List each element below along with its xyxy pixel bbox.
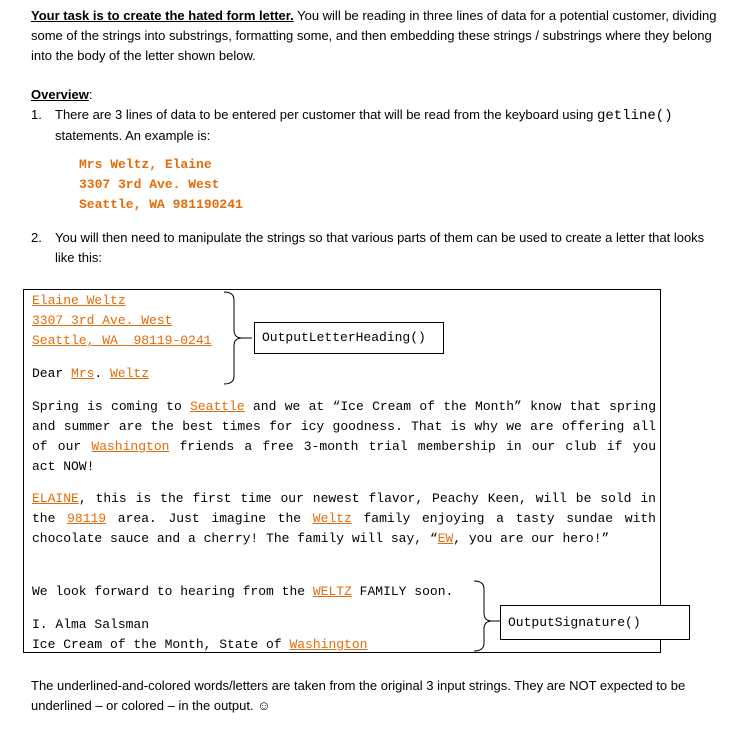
p1-text: friends a free 3-month trial membership in our club if you act NOW! <box>32 439 657 474</box>
getline-code: getline() <box>596 108 673 124</box>
p1-state: Washington <box>91 439 170 454</box>
footer-note: The underlined-and-colored words/letters are taken from the original 3 input strings. They are NOT expected to be underlined – or colored – in the output. ☺ <box>31 678 686 713</box>
item1-text-a: There are 3 lines of data to be entered per customer that will be read from the keyboard using <box>55 107 597 122</box>
salutation-last: Weltz <box>110 366 150 381</box>
p1-text: and we at “Ice Cream of the Month” know that spring and summer are the best times for icy goodness. That is why we are offering all of our <box>32 399 656 454</box>
signature-function-callout: OutputSignature() <box>500 605 690 640</box>
p1-text: Spring is coming to <box>32 399 191 414</box>
example-line: Seattle, WA 981190241 <box>79 197 243 212</box>
dear-text: Dear <box>32 366 72 381</box>
list-number: 2. <box>31 230 42 245</box>
p2-text: , this is the first time our newest flavor, Peachy Keen, will be sold in the <box>32 491 656 526</box>
p2-zip: 98119 <box>67 511 107 526</box>
example-line: 3307 3rd Ave. West <box>79 177 220 192</box>
heading-brace <box>224 292 242 384</box>
p2-first: ELAINE <box>32 491 79 506</box>
letter-zip: 98119-0241 <box>133 333 212 348</box>
signature-title-text: Ice Cream of the Month, State of <box>32 637 290 652</box>
closing-text: We look forward to hearing from the <box>32 584 313 599</box>
letter-name: Elaine Weltz <box>32 293 126 308</box>
p2-initials: EW <box>437 531 454 546</box>
letter-city: Seattle, WA <box>32 333 118 348</box>
closing-last: WELTZ <box>312 584 352 599</box>
overview-colon: : <box>88 87 93 102</box>
list-number: 1. <box>31 107 42 122</box>
signature-brace <box>474 581 492 651</box>
salutation-dot: . <box>94 366 111 381</box>
list-text: You will then need to manipulate the strings so that various parts of them can be used to create a letter that looks like this: <box>55 230 705 265</box>
p2-text: , you are our hero!” <box>453 531 610 546</box>
closing-text: FAMILY soon. <box>351 584 454 599</box>
p1-city: Seattle <box>190 399 245 414</box>
intro-body: You will be reading in three lines of data for a potential customer, dividing some of the strings into substrings, formatting some, and then embedding these strings / substrings where they belong into the body of the letter shown below. <box>31 8 717 63</box>
p2-text: family enjoying a tasty sundae with chocolate sauce and a cherry! The family will say, “ <box>32 511 656 546</box>
item1-text-b: statements. An example is: <box>55 128 211 143</box>
letter-street: 3307 3rd Ave. West <box>32 313 173 328</box>
heading-function-callout: OutputLetterHeading() <box>254 322 444 354</box>
signature-state: Washington <box>289 637 368 652</box>
task-title: Your task is to create the hated form letter. <box>31 8 294 23</box>
p2-text: area. Just imagine the <box>106 511 313 526</box>
overview-label: Overview <box>31 87 89 102</box>
signature-name: I. Alma Salsman <box>32 617 150 632</box>
example-line: Mrs Weltz, Elaine <box>79 157 212 172</box>
salutation-title: Mrs <box>71 366 95 381</box>
p2-last: Weltz <box>312 511 352 526</box>
